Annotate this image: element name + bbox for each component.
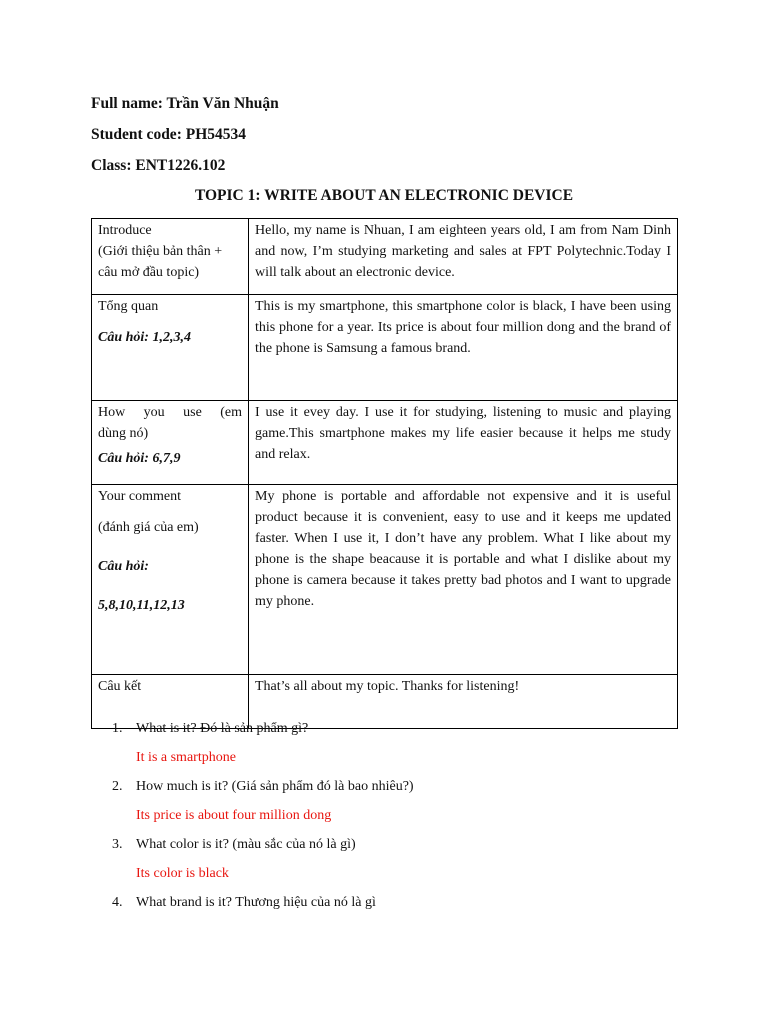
row-label-cell	[92, 219, 249, 295]
table-row-your-comment	[92, 485, 678, 675]
row-content: I use it evey day. I use it for studying, listening to music and playing game.This smartphone makes my life easier because it helps me study and relax.	[255, 405, 671, 462]
full-name-line: Full name: Trần Văn Nhuận	[91, 95, 279, 112]
question-number: 3.	[112, 837, 123, 852]
row-label: Your comment	[98, 489, 181, 504]
topic-title: TOPIC 1: WRITE ABOUT AN ELECTRONIC DEVICE	[194, 187, 574, 204]
row-label-cell	[92, 485, 249, 675]
class-line: Class: ENT1226.102	[91, 157, 226, 174]
answer-text: Its color is black	[136, 866, 229, 881]
table-row-overview	[92, 295, 678, 401]
row-label-cell	[92, 295, 249, 401]
student-code-line: Student code: PH54534	[91, 126, 246, 143]
row-content-cell	[249, 485, 678, 675]
row-label-note: (đánh giá của em)	[98, 520, 199, 535]
row-questions: Câu hỏi: 1,2,3,4	[98, 330, 191, 345]
row-questions: Câu hỏi:	[98, 559, 149, 574]
row-label: Introduce	[98, 223, 152, 238]
table-row-how-you-use	[92, 401, 678, 485]
row-content-cell	[249, 219, 678, 295]
list-item	[112, 892, 672, 913]
question-line	[112, 718, 672, 739]
question-text: What brand is it? Thương hiệu của nó là gì	[136, 895, 376, 910]
row-label-note: dùng nó)	[98, 426, 149, 441]
list-item	[112, 776, 672, 826]
row-questions-numbers: 5,8,10,11,12,13	[98, 598, 185, 613]
question-text: How much is it? (Giá sản phẩm đó là bao nhiêu?)	[136, 779, 414, 794]
question-number: 2.	[112, 779, 123, 794]
question-line	[112, 892, 672, 913]
answer-text: It is a smartphone	[136, 750, 236, 765]
row-content: My phone is portable and affordable not expensive and it is useful product because it is convenient, easy to use and it keeps me updated faster. When I use it, I don’t have any problem. What I like about my phone is the shape beacause it is portable and what I dislike about my phone is camera because it takes pretty bad photos and I want to upgrade my phone.	[255, 489, 671, 609]
row-content-cell	[249, 401, 678, 485]
table-row-introduce	[92, 219, 678, 295]
row-label-note: câu mở đầu topic)	[98, 265, 200, 280]
row-label: How you use (em	[98, 405, 242, 420]
question-text: What is it? Đó là sản phẩm gì?	[136, 721, 309, 736]
topic-table	[91, 218, 678, 729]
row-content: Hello, my name is Nhuan, I am eighteen years old, I am from Nam Dinh and now, I’m studying marketing and sales at FPT Polytechnic.Today I will talk about an electronic device.	[255, 223, 671, 280]
row-questions: Câu hỏi: 6,7,9	[98, 451, 181, 466]
answer-text: Its price is about four million dong	[136, 808, 332, 823]
question-line	[112, 834, 672, 855]
row-label-cell	[92, 401, 249, 485]
list-item	[112, 718, 672, 768]
row-content-cell	[249, 295, 678, 401]
question-number: 1.	[112, 721, 123, 736]
question-number: 4.	[112, 895, 123, 910]
question-text: What color is it? (màu sắc của nó là gì)	[136, 837, 356, 852]
row-label: Tổng quan	[98, 299, 159, 314]
row-label-note: (Giới thiệu bản thân +	[98, 244, 223, 259]
question-line	[112, 776, 672, 797]
list-item	[112, 834, 672, 884]
question-list	[112, 718, 672, 913]
row-label: Câu kết	[98, 679, 142, 694]
row-content: This is my smartphone, this smartphone color is black, I have been using this phone for a year. Its price is about four million dong and the brand of the phone is Samsung a famous brand.	[255, 299, 671, 356]
row-content: That’s all about my topic. Thanks for listening!	[255, 679, 520, 694]
